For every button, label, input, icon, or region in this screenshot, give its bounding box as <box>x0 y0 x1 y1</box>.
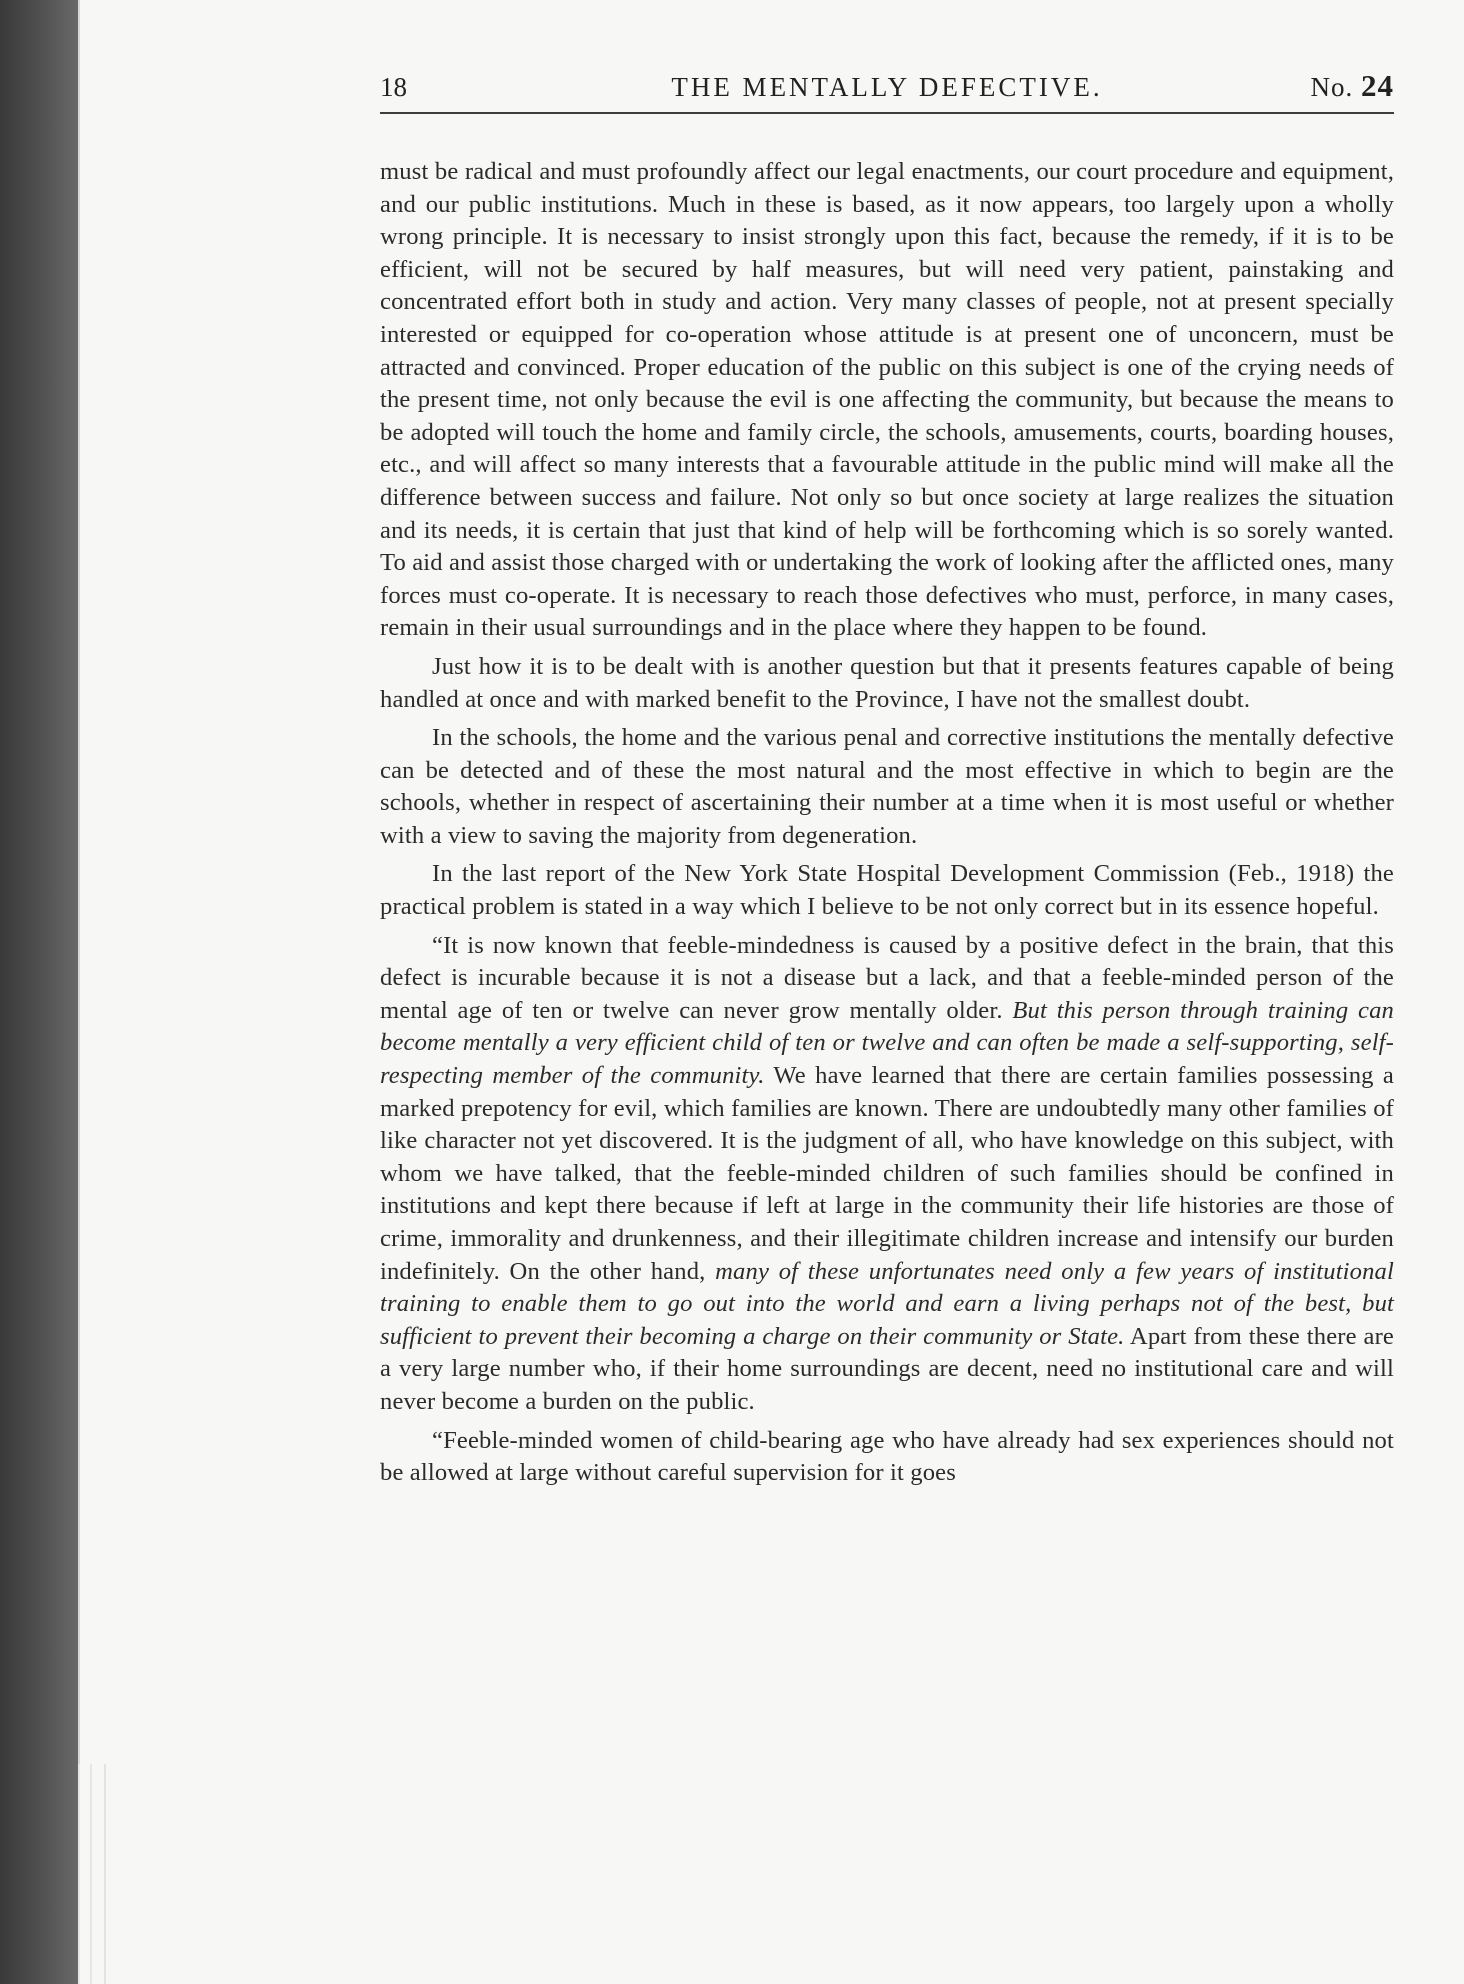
page-stack-edges <box>78 1764 198 1984</box>
paragraph-1: must be radical and must profoundly affect our legal enactments, our court procedure and equipment, and our public institutions. Much in these is based, as it now appears, too largely upon a wholly wrong principle. It is necessary to insist strongly upon this fact, because the remedy, if it is to be efficient, will not be secured by half measures, but will need very patient, painstaking and concentrated effort both in study and action. Very many classes of people, not at present specially interested or equipped for co-operation whose attitude is at present one of unconcern, must be attracted and convinced. Proper education of the public on this subject is one of the crying needs of the present time, not only because the evil is one affecting the community, but because the means to be adopted will touch the home and family circle, the schools, amusements, courts, boarding houses, etc., and will affect so many interests that a favourable attitude in the public mind will make all the difference between success and failure. Not only so but once society at large realizes the situation and its needs, it is certain that just that kind of help will be forthcoming which is so sorely wanted. To aid and assist those charged with or undertaking the work of looking after the afflicted ones, many forces must co-operate. It is necessary to reach those defectives who must, perforce, in many cases, remain in their usual surroundings and in the place where they happen to be found. <box>380 158 1394 642</box>
paragraph-3: In the schools, the home and the various penal and corrective institutions the mentally defective can be detected and of these the most natural and the most effective in which to begin are the schools, whether in respect of ascertaining their number at a time when it is most useful or whether with a view to saving the majority from degeneration. <box>380 724 1394 849</box>
quote-text-a: “It is now known that feeble-mindedness is caused by a positive defect in the brain, that this defect is incurable because it is not a disease but a lack, and that a feeble-minded person of the mental age of ten or twelve can never grow mentally older. <box>380 931 1394 1024</box>
body-text <box>380 156 1394 1496</box>
page-number: 18 <box>380 72 407 102</box>
scan-dark-edge <box>0 0 86 1984</box>
running-header <box>380 66 1394 114</box>
paragraph-2: Just how it is to be dealt with is another question but that it presents features capable of being handled at once and with marked benefit to the Province, I have not the smallest doubt. <box>380 652 1394 713</box>
issue-prefix: No. <box>1310 72 1354 102</box>
quote-italic-1: But this person through training can become mentally a very efficient child of ten or twelve and can often be made a self-supporting, self-respecting member of the community. <box>380 996 1394 1090</box>
paragraph-5-quote <box>380 930 1394 1419</box>
issue-label <box>1311 68 1395 104</box>
issue-number: 24 <box>1361 68 1394 103</box>
quote-text-b: We have learned that there are certain families possessing a marked prepotency for evil, which families are known. There are undoubtedly many other families of like character not yet discovered. It is the judgment of all, who have knowledge on this subject, with whom we have talked, that the feeble-minded children of such families should be confined in institutions and kept there because if left at large in the community their life histories are those of crime, immorality and drunkenness, and their illegitimate children increase and intensify our burden indefinitely. On the other hand, <box>380 1062 1394 1285</box>
running-title: THE MENTALLY DEFECTIVE. <box>671 72 1103 102</box>
paragraph-6-quote: “Feeble-minded women of child-bearing age who have already had sex experiences should not be allowed at large without careful supervision for it goes <box>380 1426 1394 1487</box>
paragraph-4: In the last report of the New York State Hospital Development Commission (Feb., 1918) the practical problem is stated in a way which I believe to be not only correct but in its essence hopeful. <box>380 860 1394 921</box>
quote-italic-2: many of these unfortunates need only a few years of institutional training to enable them to go out into the world and earn a living perhaps not of the best, but sufficient to prevent their becoming a charge on their community or State. <box>380 1257 1394 1350</box>
quote-text-c: Apart from these there are a very large number who, if their home surroundings are decent, need no institutional care and will never become a burden on the public. <box>380 1322 1394 1415</box>
